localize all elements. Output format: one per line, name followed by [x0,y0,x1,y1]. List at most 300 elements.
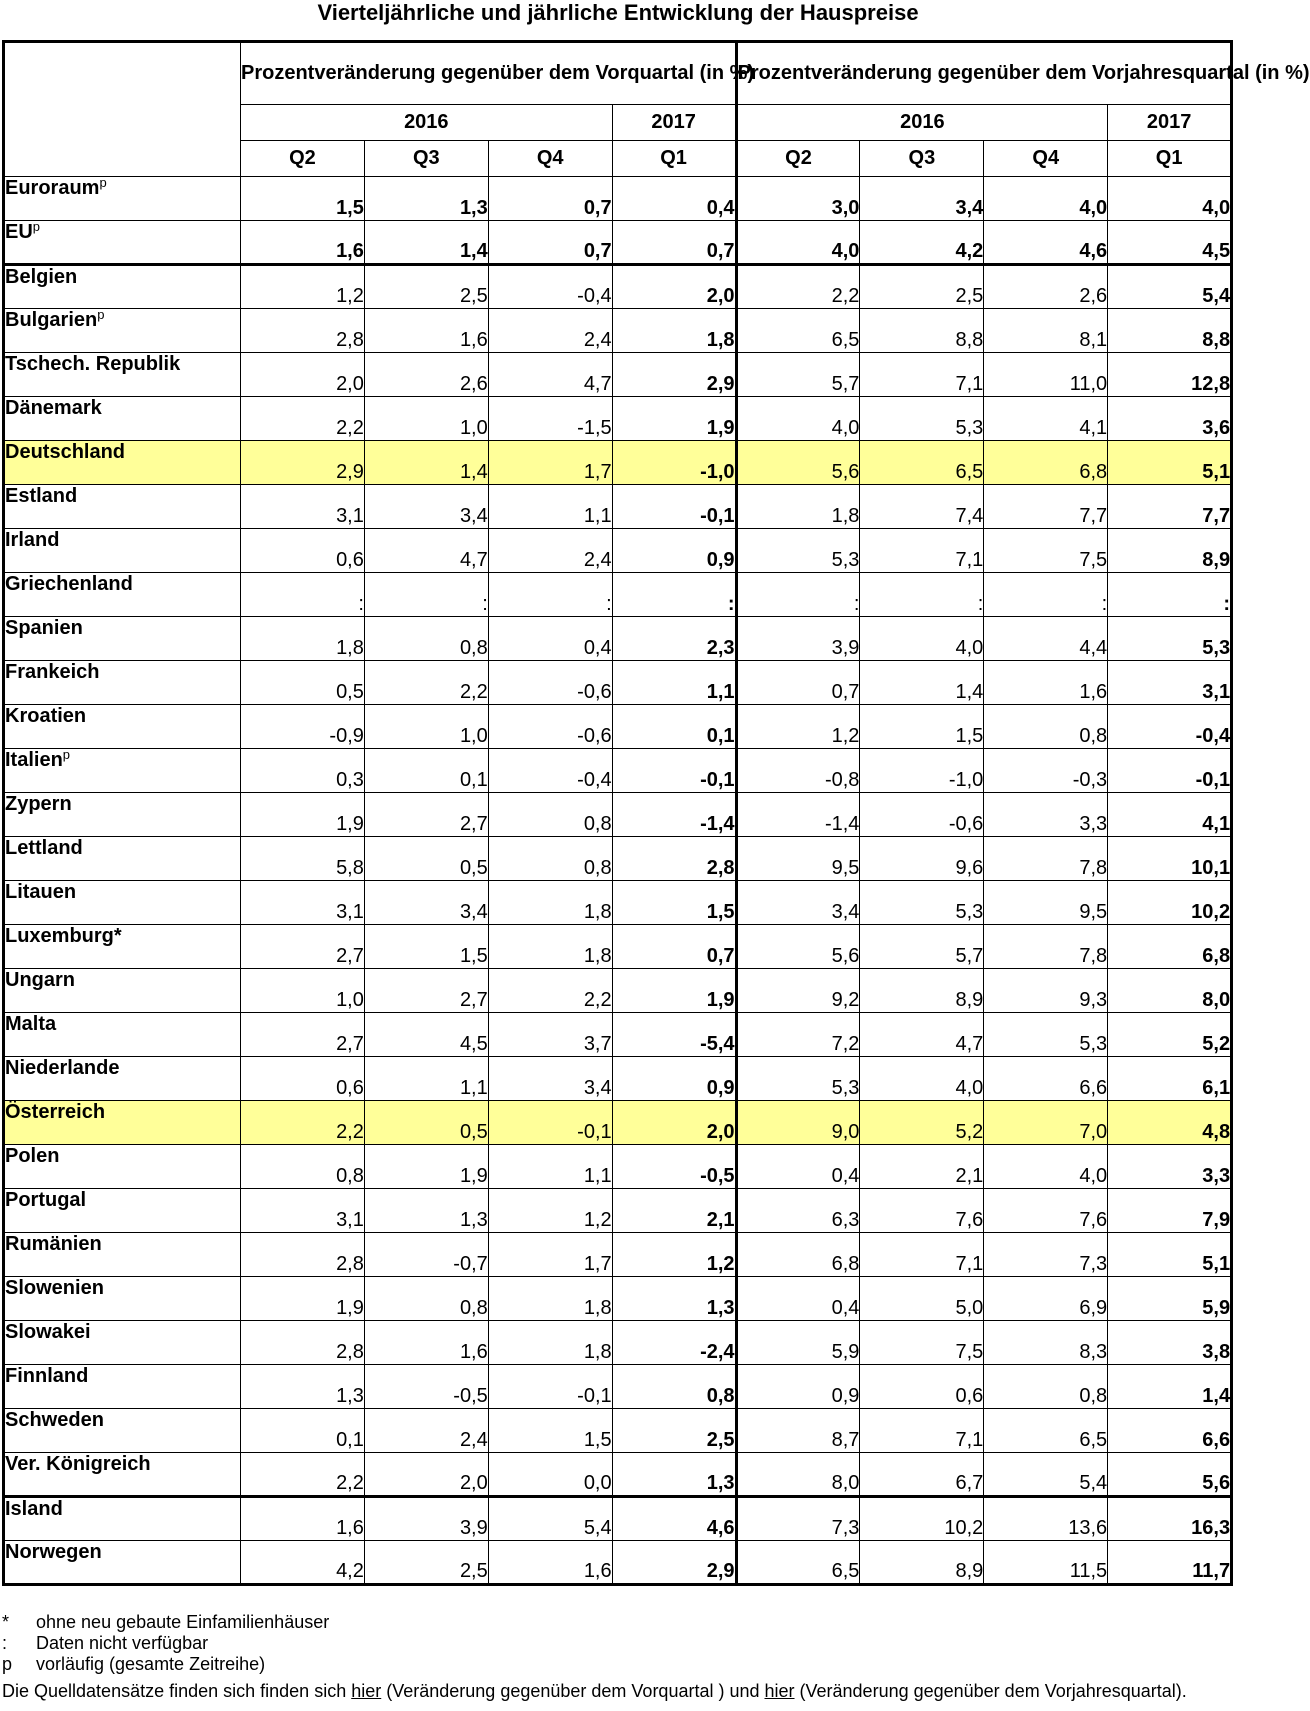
country-cell [4,1233,241,1277]
value-cell: 0,1 [241,1409,365,1453]
value-cell: 5,2 [860,1101,984,1145]
value-cell: 1,4 [860,661,984,705]
value-cell: 4,5 [1108,221,1232,265]
header-quarter-q4-a: Q4 [488,141,612,177]
country-name: Zypern [5,793,72,815]
value-cell: 3,4 [488,1057,612,1101]
country-name: Irland [5,529,60,551]
value-cell: 1,5 [364,925,488,969]
value-cell: 2,9 [612,353,736,397]
value-cell: 3,1 [241,881,365,925]
value-cell: 1,8 [612,309,736,353]
table-row [4,221,1232,265]
value-cell: 6,7 [860,1453,984,1497]
value-cell: 1,8 [736,485,860,529]
value-cell: 7,1 [860,529,984,573]
table-row [4,1453,1232,1497]
value-cell: 5,4 [488,1497,612,1541]
header-year-2016-a: 2016 [241,105,613,141]
value-cell: 8,9 [860,969,984,1013]
value-cell: 4,1 [1108,793,1232,837]
value-cell: 7,1 [860,1409,984,1453]
value-cell: 0,7 [612,925,736,969]
value-cell: 3,3 [984,793,1108,837]
table-row [4,1013,1232,1057]
source-link-vorquartal[interactable]: hier [351,1681,382,1701]
country-name: Belgien [5,266,78,288]
value-cell: : [241,573,365,617]
value-cell: 6,8 [736,1233,860,1277]
value-cell: 2,5 [364,265,488,309]
country-name: Finnland [5,1365,89,1387]
value-cell: 1,0 [364,705,488,749]
value-cell: 6,5 [984,1409,1108,1453]
value-cell: 1,3 [364,1189,488,1233]
source-link-vorjahresquartal[interactable]: hier [764,1681,795,1701]
value-cell: 1,8 [488,1277,612,1321]
country-name: Slowenien [5,1277,104,1299]
value-cell: 2,2 [241,1101,365,1145]
value-cell: 2,2 [241,397,365,441]
value-cell: 2,0 [241,353,365,397]
value-cell: 7,6 [860,1189,984,1233]
value-cell: 7,3 [984,1233,1108,1277]
country-name: Deutschland [5,441,126,463]
value-cell: 0,8 [984,705,1108,749]
value-cell: 7,1 [860,353,984,397]
value-cell: 1,6 [984,661,1108,705]
value-cell: 1,4 [1108,1365,1232,1409]
value-cell: 1,7 [488,1233,612,1277]
table-row [4,265,1232,309]
value-cell: 5,3 [860,881,984,925]
value-cell: 2,6 [364,353,488,397]
value-cell: 3,0 [736,177,860,221]
value-cell: 0,8 [364,1277,488,1321]
value-cell: 2,6 [984,265,1108,309]
country-cell [4,1453,241,1497]
value-cell: 5,6 [736,441,860,485]
country-cell [4,177,241,221]
value-cell: 1,1 [488,1145,612,1189]
value-cell: 6,1 [1108,1057,1232,1101]
country-cell [4,1057,241,1101]
country-cell [4,705,241,749]
value-cell: 7,1 [860,1233,984,1277]
country-cell [4,485,241,529]
value-cell: 3,7 [488,1013,612,1057]
table-row [4,1057,1232,1101]
table-row [4,617,1232,661]
value-cell: 5,9 [1108,1277,1232,1321]
table-row [4,1189,1232,1233]
house-price-table [2,40,1310,1586]
header-group-vorquartal: Prozentveränderung gegenüber dem Vorquartal (in %) [241,42,737,105]
country-name: Tschech. Republik [5,353,181,375]
value-cell: -1,5 [488,397,612,441]
value-cell: 1,2 [736,705,860,749]
source-text-3: (Veränderung gegenüber dem Vorjahresquartal). [794,1681,1187,1701]
value-cell: 2,1 [860,1145,984,1189]
value-cell: -0,6 [860,793,984,837]
header-quarter-q3-b: Q3 [860,141,984,177]
country-name: Bulgarien [5,309,98,331]
country-name: Litauen [5,881,77,903]
value-cell: 13,6 [984,1497,1108,1541]
value-cell: 1,2 [241,265,365,309]
value-cell: 6,5 [736,309,860,353]
value-cell: 2,8 [241,1321,365,1365]
value-cell: 2,0 [612,1101,736,1145]
value-cell: 0,4 [488,617,612,661]
value-cell: 3,8 [1108,1321,1232,1365]
country-name: Estland [5,485,78,507]
value-cell: 1,1 [488,485,612,529]
header-quarter-q2-a: Q2 [241,141,365,177]
country-cell [4,221,241,265]
value-cell: 4,5 [364,1013,488,1057]
value-cell: -0,4 [1108,705,1232,749]
value-cell: 2,4 [488,529,612,573]
country-cell [4,1321,241,1365]
value-cell: 8,3 [984,1321,1108,1365]
value-cell: 10,1 [1108,837,1232,881]
value-cell: 0,5 [364,1101,488,1145]
value-cell: 7,5 [984,529,1108,573]
value-cell: 0,7 [488,177,612,221]
table-row [4,1365,1232,1409]
header-quarter-q3-a: Q3 [364,141,488,177]
value-cell: 5,3 [736,1057,860,1101]
header-quarter-q4-b: Q4 [984,141,1108,177]
table-body [4,177,1232,1585]
country-name: Frankeich [5,661,100,683]
value-cell: 0,1 [612,705,736,749]
country-name: Österreich [5,1101,106,1123]
country-cell [4,1101,241,1145]
header-year-2017-a: 2017 [612,105,736,141]
value-cell: 9,0 [736,1101,860,1145]
country-cell [4,309,241,353]
value-cell: 3,4 [364,881,488,925]
value-cell: 2,5 [364,1541,488,1585]
value-cell: 5,7 [860,925,984,969]
country-cell [4,1365,241,1409]
value-cell: -0,3 [984,749,1108,793]
value-cell: 7,7 [984,485,1108,529]
value-cell: 4,4 [984,617,1108,661]
value-cell: : [364,573,488,617]
value-cell: 0,8 [488,837,612,881]
value-cell: 10,2 [1108,881,1232,925]
value-cell: 2,2 [241,1453,365,1497]
value-cell: 1,2 [488,1189,612,1233]
value-cell: 0,8 [488,793,612,837]
header-quarter-q1-b: Q1 [1108,141,1232,177]
country-cell [4,1277,241,1321]
value-cell: 6,9 [984,1277,1108,1321]
value-cell: 3,6 [1108,397,1232,441]
value-cell: 2,0 [612,265,736,309]
value-cell: : [612,573,736,617]
value-cell: 1,0 [241,969,365,1013]
value-cell: 0,4 [736,1145,860,1189]
value-cell: 0,4 [736,1277,860,1321]
value-cell: 2,2 [364,661,488,705]
value-cell: 5,6 [736,925,860,969]
country-name: Luxemburg* [5,925,122,947]
country-name: Island [5,1498,63,1520]
value-cell: -0,7 [364,1233,488,1277]
table-row [4,969,1232,1013]
value-cell: 1,4 [364,221,488,265]
country-name: Niederlande [5,1057,120,1079]
value-cell: 8,8 [860,309,984,353]
value-cell: 4,6 [612,1497,736,1541]
value-cell: 7,8 [984,837,1108,881]
value-cell: 3,1 [1108,661,1232,705]
value-cell: 4,7 [364,529,488,573]
value-cell: 4,0 [736,397,860,441]
value-cell: -0,6 [488,661,612,705]
value-cell: 1,2 [612,1233,736,1277]
value-cell: 7,0 [984,1101,1108,1145]
value-cell: 3,1 [241,485,365,529]
value-cell: 2,5 [860,265,984,309]
country-cell [4,749,241,793]
country-name: Norwegen [5,1541,102,1563]
value-cell: 11,5 [984,1541,1108,1585]
country-cell [4,441,241,485]
country-name: Slowakei [5,1321,91,1343]
value-cell: 2,5 [612,1409,736,1453]
value-cell: 8,9 [1108,529,1232,573]
value-cell: 1,9 [241,793,365,837]
value-cell: -0,1 [488,1101,612,1145]
value-cell: 2,7 [241,925,365,969]
value-cell: 1,6 [488,1541,612,1585]
header-year-2016-b: 2016 [736,105,1108,141]
provisional-marker: p [97,307,105,322]
country-cell [4,1145,241,1189]
value-cell: 1,1 [612,661,736,705]
value-cell: 4,8 [1108,1101,1232,1145]
value-cell: 2,8 [241,1233,365,1277]
value-cell: 2,4 [488,309,612,353]
value-cell: 8,1 [984,309,1108,353]
value-cell: 1,9 [612,397,736,441]
table-row [4,1277,1232,1321]
table-row [4,1541,1232,1585]
country-cell [4,1541,241,1585]
footnote-text: ohne neu gebaute Einfamilienhäuser [36,1612,330,1632]
value-cell: 2,0 [364,1453,488,1497]
value-cell: 6,5 [860,441,984,485]
country-name: Lettland [5,837,83,859]
source-text-1: Die Quelldatensätze finden sich finden sich [2,1681,352,1701]
value-cell: : [860,573,984,617]
value-cell: 3,9 [736,617,860,661]
table-row [4,1321,1232,1365]
value-cell: 4,0 [1108,177,1232,221]
value-cell: 4,2 [241,1541,365,1585]
value-cell: 0,8 [364,617,488,661]
country-cell [4,1409,241,1453]
value-cell: 1,5 [612,881,736,925]
value-cell: 7,3 [736,1497,860,1541]
value-cell: 0,6 [241,1057,365,1101]
value-cell: 4,6 [984,221,1108,265]
value-cell: 9,3 [984,969,1108,1013]
value-cell: 4,7 [860,1013,984,1057]
value-cell: 1,6 [241,1497,365,1541]
value-cell: 1,8 [488,1321,612,1365]
value-cell: 4,0 [736,221,860,265]
value-cell: 1,5 [860,705,984,749]
footnote-symbol: p [2,1654,13,1674]
value-cell: 5,4 [984,1453,1108,1497]
value-cell: 4,0 [984,177,1108,221]
country-name: Ungarn [5,969,75,991]
value-cell: 1,5 [241,177,365,221]
value-cell: 0,8 [984,1365,1108,1409]
value-cell: 5,3 [984,1013,1108,1057]
value-cell: 0,7 [736,661,860,705]
value-cell: 1,9 [364,1145,488,1189]
value-cell: 12,8 [1108,353,1232,397]
country-name: Euroraum [5,177,100,199]
value-cell: 2,7 [364,793,488,837]
value-cell: 0,9 [612,1057,736,1101]
value-cell: 1,5 [488,1409,612,1453]
value-cell: 11,7 [1108,1541,1232,1585]
value-cell: 7,2 [736,1013,860,1057]
country-name: Ver. Königreich [5,1453,151,1475]
value-cell: 1,1 [364,1057,488,1101]
value-cell: 1,3 [612,1277,736,1321]
value-cell: 0,9 [736,1365,860,1409]
value-cell: 0,6 [860,1365,984,1409]
value-cell: 2,7 [364,969,488,1013]
value-cell: 9,5 [984,881,1108,925]
country-name: Kroatien [5,705,87,727]
header-group-vorjahresquartal: Prozentveränderung gegenüber dem Vorjahresquartal (in %) [736,42,1232,105]
value-cell: 1,4 [364,441,488,485]
provisional-marker: p [62,747,71,762]
country-cell [4,925,241,969]
value-cell: 0,8 [241,1145,365,1189]
value-cell: 1,8 [488,925,612,969]
value-cell: 8,7 [736,1409,860,1453]
value-cell: 6,6 [1108,1409,1232,1453]
value-cell: 9,5 [736,837,860,881]
value-cell: 1,0 [364,397,488,441]
country-cell [4,573,241,617]
value-cell: 8,9 [860,1541,984,1585]
value-cell: -0,6 [488,705,612,749]
value-cell: 6,8 [1108,925,1232,969]
value-cell: 3,3 [1108,1145,1232,1189]
value-cell: -1,4 [612,793,736,837]
country-cell [4,881,241,925]
value-cell: 2,9 [241,441,365,485]
value-cell: -0,8 [736,749,860,793]
value-cell: : [984,573,1108,617]
value-cell: 1,3 [364,177,488,221]
value-cell: 3,4 [364,485,488,529]
country-cell [4,397,241,441]
footnote-text: Daten nicht verfügbar [36,1633,209,1653]
value-cell: 1,7 [488,441,612,485]
value-cell: -0,1 [612,485,736,529]
value-cell: 3,4 [860,177,984,221]
value-cell: : [488,573,612,617]
table-row [4,529,1232,573]
table-row [4,353,1232,397]
page-title: Vierteljährliche und jährliche Entwicklung der Hauspreise [317,0,919,25]
value-cell: 5,0 [860,1277,984,1321]
table-row [4,1145,1232,1189]
value-cell: 0,8 [612,1365,736,1409]
house-price-table-container [2,40,1310,1586]
header-corner-cell [4,42,241,177]
value-cell: 0,1 [364,749,488,793]
value-cell: 9,6 [860,837,984,881]
country-cell [4,969,241,1013]
value-cell: -1,0 [612,441,736,485]
value-cell: : [736,573,860,617]
value-cell: 2,8 [241,309,365,353]
footnotes [2,1612,1234,1702]
table-row [4,1497,1232,1541]
table-row [4,1409,1232,1453]
table-row [4,705,1232,749]
value-cell: 7,6 [984,1189,1108,1233]
value-cell: 8,0 [736,1453,860,1497]
provisional-marker: p [32,219,41,234]
value-cell: 0,7 [612,221,736,265]
value-cell: 5,8 [241,837,365,881]
value-cell: -1,0 [860,749,984,793]
table-row [4,309,1232,353]
country-cell [4,1189,241,1233]
value-cell: 5,3 [736,529,860,573]
country-cell [4,661,241,705]
value-cell: 5,3 [1108,617,1232,661]
value-cell: 1,3 [241,1365,365,1409]
country-cell [4,529,241,573]
value-cell: 1,6 [241,221,365,265]
footnote-text: vorläufig (gesamte Zeitreihe) [36,1654,266,1674]
value-cell: 1,6 [364,1321,488,1365]
value-cell: 6,6 [984,1057,1108,1101]
country-name: Polen [5,1145,60,1167]
value-cell: 3,1 [241,1189,365,1233]
header-quarter-q1-a: Q1 [612,141,736,177]
header-quarter-q2-b: Q2 [736,141,860,177]
provisional-marker: p [99,175,107,190]
value-cell: 5,9 [736,1321,860,1365]
footnote-colon [2,1633,1234,1654]
value-cell: 0,5 [241,661,365,705]
country-name: Portugal [5,1189,87,1211]
table-row [4,749,1232,793]
value-cell: 3,4 [736,881,860,925]
value-cell: 6,3 [736,1189,860,1233]
footnote-symbol: * [2,1612,10,1632]
value-cell: 1,3 [612,1453,736,1497]
value-cell: -2,4 [612,1321,736,1365]
